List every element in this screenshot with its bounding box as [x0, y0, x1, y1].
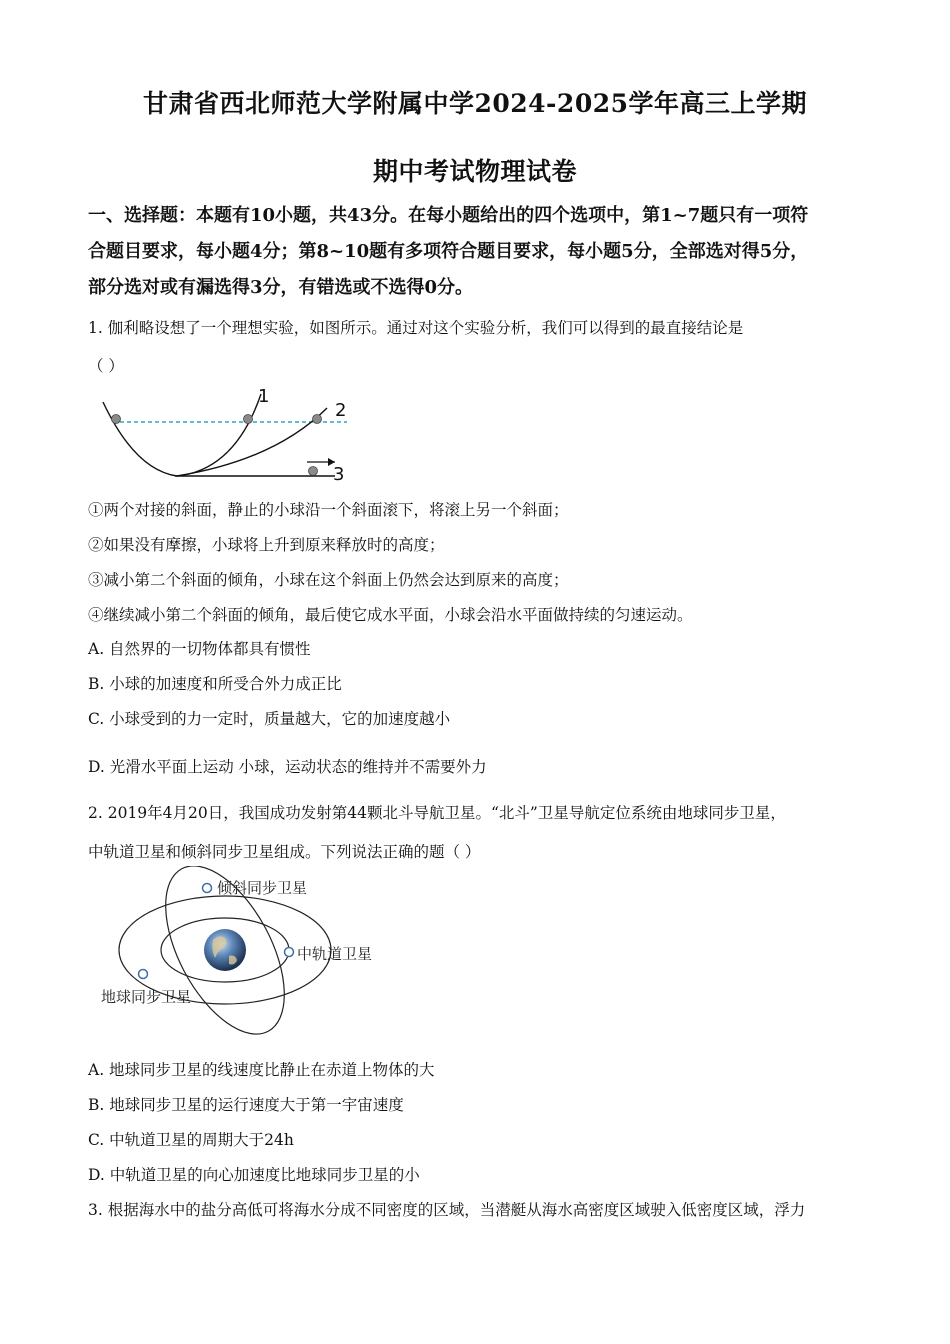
section1-line1: 一、选择题：本题有10小题，共43分。在每小题给出的四个选项中，第1~7题只有一项符 — [88, 205, 809, 226]
q1-ball-3 — [309, 467, 318, 476]
q1-option-b: B. 小球的加速度和所受合外力成正比 — [88, 675, 342, 693]
q1-galileo-figure — [95, 380, 365, 485]
q1-option-c: C. 小球受到的力一定时，质量越大，它的加速度越小 — [88, 710, 451, 728]
q2-medium-label: 中轨道卫星 — [297, 945, 373, 963]
q2-geo-satellite — [139, 970, 148, 979]
q2-inclined-label: 倾斜同步卫星 — [217, 879, 308, 897]
q1-left-incline — [103, 402, 177, 476]
q1-statement-4: ④继续减小第二个斜面的倾角，最后使它成水平面，小球会沿水平面做持续的匀速运动。 — [88, 606, 693, 624]
q2-option-b: B. 地球同步卫星的运行速度大于第一宇宙速度 — [88, 1096, 404, 1114]
section1-line3: 部分选对或有漏选得3分，有错选或不选得0分。 — [88, 277, 474, 298]
q1-option-a: A. 自然界的一切物体都具有惯性 — [88, 640, 311, 658]
q2-stem-line2: 中轨道卫星和倾斜同步卫星组成。下列说法正确的题（ ） — [88, 843, 481, 861]
q1-statement-3: ③减小第二个斜面的倾角，小球在这个斜面上仍然会达到原来的高度； — [88, 571, 569, 589]
q1-stem-line2: （ ） — [88, 357, 124, 375]
q1-ball-2 — [313, 415, 322, 424]
q2-earth — [204, 929, 246, 971]
q2-inclined-satellite — [203, 884, 212, 893]
section1-line2: 合题目要求，每小题4分；第8~10题有多项符合题目要求，每小题5分，全部选对得5分， — [88, 241, 809, 262]
q1-label-2: 2 — [335, 400, 347, 421]
q1-label-1: 1 — [258, 386, 270, 407]
q2-geo-label: 地球同步卫星 — [101, 988, 192, 1006]
section1-instructions — [88, 198, 868, 306]
q1-label-3: 3 — [333, 464, 345, 485]
q1-incline-1 — [177, 394, 261, 476]
q2-satellite-orbit-figure — [95, 866, 395, 1038]
q2-stem-line1: 2. 2019年4月20日，我国成功发射第44颗北斗导航卫星。“北斗”卫星导航定位系统由地球同步卫星， — [88, 804, 786, 822]
q1-statement-2: ②如果没有摩擦，小球将上升到原来释放时的高度； — [88, 536, 445, 554]
exam-title-line2: 期中考试物理试卷 — [372, 157, 577, 186]
q1-ball-1 — [244, 415, 253, 424]
q1-statement-1: ①两个对接的斜面，静止的小球沿一个斜面滚下，将滚上另一个斜面； — [88, 501, 569, 519]
q1-ball-start — [112, 415, 121, 424]
q2-option-a: A. 地球同步卫星的线速度比静止在赤道上物体的大 — [88, 1061, 435, 1079]
q1-option-d: D. 光滑水平面上运动 小球，运动状态的维持并不需要外力 — [88, 758, 487, 776]
exam-title-line1: 甘肃省西北师范大学附属中学2024-2025学年高三上学期 — [142, 89, 808, 118]
q1-stem-line1: 1. 伽利略设想了一个理想实验，如图所示。通过对这个实验分析，我们可以得到的最直接结论是 — [88, 319, 744, 337]
q2-option-c: C. 中轨道卫星的周期大于24h — [88, 1131, 294, 1149]
q2-option-d: D. 中轨道卫星的向心加速度比地球同步卫星的小 — [88, 1166, 420, 1184]
q2-medium-satellite — [285, 948, 294, 957]
q3-stem-line1: 3. 根据海水中的盐分高低可将海水分成不同密度的区域，当潜艇从海水高密度区域驶入低密度区域，浮力 — [88, 1201, 806, 1219]
